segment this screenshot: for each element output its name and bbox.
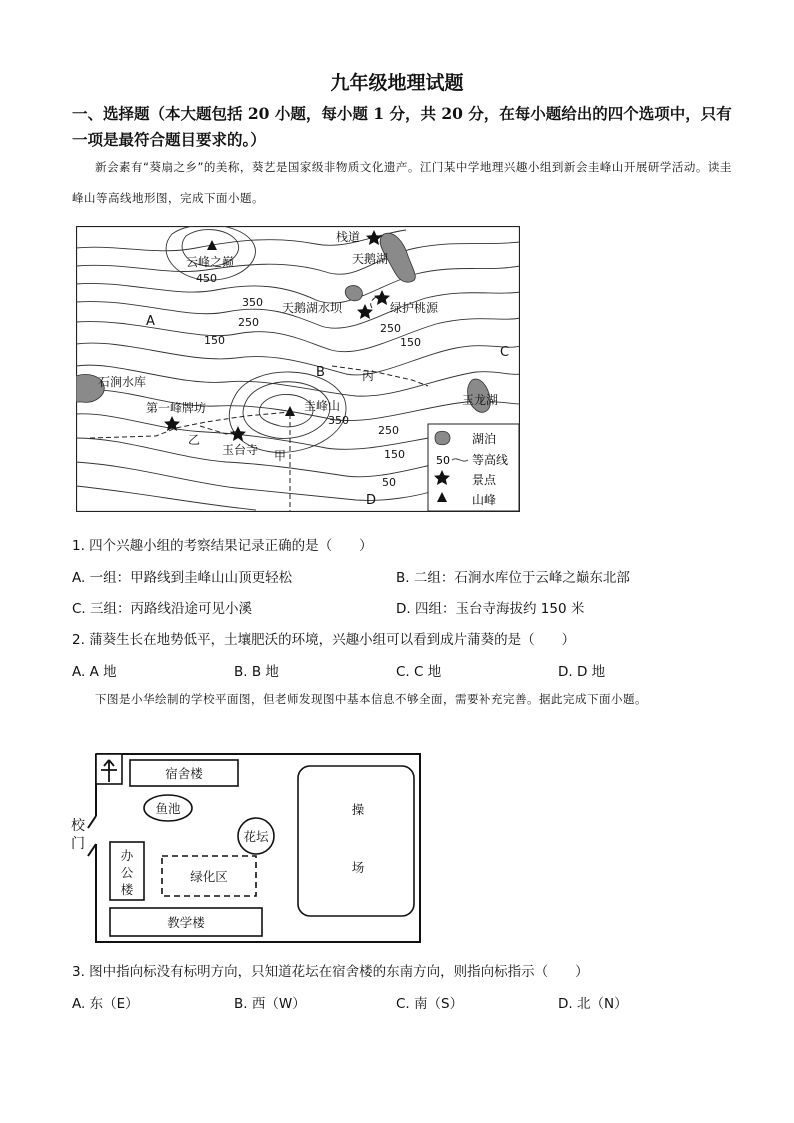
school-plan-map bbox=[68, 752, 424, 946]
q2-option-d: D. D 地 bbox=[558, 664, 606, 680]
map-legend bbox=[428, 424, 519, 511]
label-C: C bbox=[500, 345, 510, 360]
pond-label: 鱼池 bbox=[155, 801, 181, 816]
passage-1: 新会素有“葵扇之乡”的美称，葵艺是国家级非物质文化遗产。江门某中学地理兴趣小组到新会圭峰山开展研学活动。读圭峰山等高线地形图，完成下面小题。 bbox=[72, 160, 732, 205]
topographic-map bbox=[76, 226, 520, 512]
q3-option-d: D. 北（N） bbox=[558, 996, 628, 1012]
contour-label: 450 bbox=[196, 272, 217, 285]
label-yi: 乙 bbox=[188, 433, 201, 447]
gate-label-top: 校 bbox=[71, 818, 85, 834]
label-yulong: 玉龙湖 bbox=[462, 393, 499, 407]
question-2: 2. 蒲葵生长在地势低平，土壤肥沃的环境，兴趣小组可以看到成片蒲葵的是（ ） bbox=[72, 632, 576, 648]
legend-contour-value: 50 bbox=[436, 454, 450, 467]
label-paifang: 第一峰牌坊 bbox=[146, 401, 207, 415]
label-guifeng: 圭峰山 bbox=[304, 399, 341, 413]
label-yutai: 玉台寺 bbox=[222, 443, 259, 457]
question-3: 3. 图中指向标没有标明方向，只知道花坛在宿舍楼的东南方向，则指向标指示（ ） bbox=[72, 964, 589, 980]
q3-option-b: B. 西（W） bbox=[234, 996, 306, 1012]
office-label-2: 公 bbox=[120, 865, 134, 880]
legend-contour: 等高线 bbox=[472, 453, 509, 467]
question-1: 1. 四个兴趣小组的考察结果记录正确的是（ ） bbox=[72, 538, 373, 554]
passage-2: 下图是小华绘制的学校平面图，但老师发现图中基本信息不够全面，需要补充完善。据此完成下面小题。 bbox=[95, 692, 647, 706]
contour-label: 150 bbox=[204, 334, 225, 347]
contour-label: 350 bbox=[328, 414, 349, 427]
contour-label: 50 bbox=[382, 476, 396, 489]
q3-option-a: A. 东（E） bbox=[72, 996, 139, 1012]
label-B: B bbox=[316, 365, 325, 380]
label-tianehu: 天鹅湖 bbox=[352, 252, 389, 266]
q2-option-a: A. A 地 bbox=[72, 664, 117, 680]
legend-lake: 湖泊 bbox=[472, 432, 497, 446]
q1-option-a: A. 一组：甲路线到圭峰山山顶更轻松 bbox=[72, 570, 293, 586]
playground-label-1: 操 bbox=[351, 802, 365, 817]
playground bbox=[298, 766, 414, 916]
compass-arrow bbox=[96, 754, 122, 784]
label-shijian: 石涧水库 bbox=[98, 375, 147, 389]
legend-peak: 山峰 bbox=[472, 493, 497, 507]
label-bing: 丙 bbox=[362, 369, 375, 383]
label-A: A bbox=[146, 314, 155, 329]
gate-label-bottom: 门 bbox=[71, 836, 85, 852]
label-yunfeng: 云峰之巅 bbox=[186, 255, 235, 269]
office-label-3: 楼 bbox=[120, 882, 134, 897]
q1-option-c: C. 三组：丙路线沿途可见小溪 bbox=[72, 601, 253, 617]
label-zhandao: 栈道 bbox=[336, 230, 361, 244]
contour-label: 350 bbox=[242, 296, 263, 309]
office-label-1: 办 bbox=[120, 848, 134, 863]
playground-label-2: 场 bbox=[351, 860, 365, 875]
teaching-label: 教学楼 bbox=[167, 915, 205, 930]
section-heading: 一、选择题（本大题包括 20 小题，每小题 1 分，共 20 分，在每小题给出的四个选项中，只有一项是最符合题目要求的。） bbox=[72, 104, 732, 149]
green-label: 绿化区 bbox=[190, 869, 228, 884]
contour-label: 250 bbox=[238, 316, 259, 329]
q1-option-d: D. 四组：玉台寺海拔约 150 米 bbox=[396, 601, 585, 617]
q3-option-c: C. 南（S） bbox=[396, 996, 464, 1012]
label-taoyuan: 绿护桃源 bbox=[390, 301, 439, 315]
label-D: D bbox=[366, 493, 377, 508]
q1-option-b: B. 二组：石涧水库位于云峰之巅东北部 bbox=[396, 570, 630, 586]
label-dam: 天鹅湖水坝 bbox=[282, 301, 343, 315]
contour-label: 150 bbox=[384, 448, 405, 461]
flowerbed-label: 花坛 bbox=[243, 829, 269, 844]
contour-label: 150 bbox=[400, 336, 421, 349]
page-title: 九年级地理试题 bbox=[330, 72, 464, 94]
contour-label: 250 bbox=[380, 322, 401, 335]
legend-scenic: 景点 bbox=[472, 473, 497, 487]
contour-label: 250 bbox=[378, 424, 399, 437]
dorm-label: 宿舍楼 bbox=[165, 766, 203, 781]
q2-option-b: B. B 地 bbox=[234, 664, 279, 680]
label-jia: 甲 bbox=[274, 449, 287, 463]
q2-option-c: C. C 地 bbox=[396, 664, 442, 680]
